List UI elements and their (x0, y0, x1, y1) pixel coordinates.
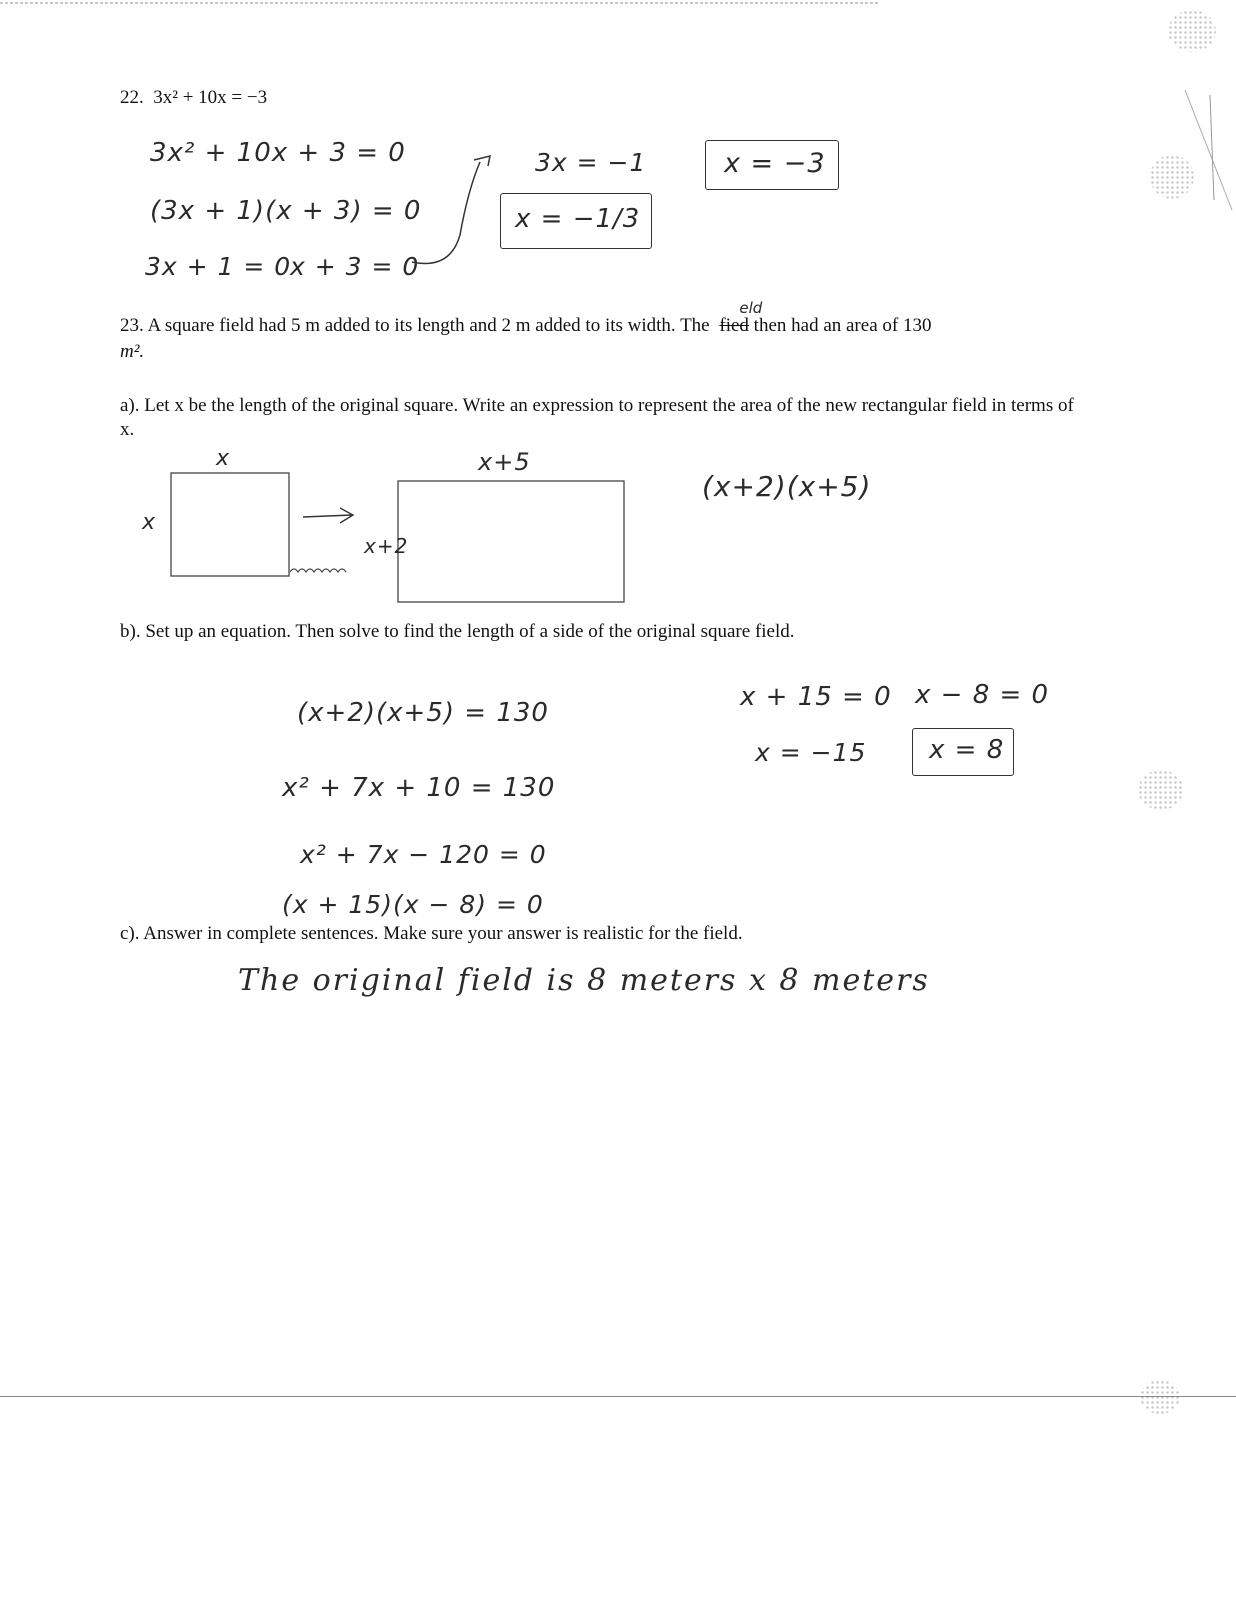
part-b-root1-solution: x = −15 (755, 738, 867, 767)
part-a-text: Let x be the length of the original square. Write an expression to represent the area of the new rectangular field in terms of x. (120, 395, 1074, 440)
transform-arrow (303, 508, 353, 523)
part-b-line4: (x + 15)(x − 8) = 0 (282, 890, 544, 919)
rect-top-label: x+5 (478, 448, 531, 476)
square-side-label: x (142, 510, 157, 535)
problem-22-equation: 3x² + 10x = −3 (153, 87, 268, 108)
part-b-text: Set up an equation. Then solve to find the length of a side of the original square field. (145, 621, 795, 642)
p22-answer-2: x = −3 (724, 148, 826, 179)
problem-23-text: A square field had 5 m added to its length and 2 m added to its width. The (147, 315, 710, 336)
rect-side-label: x+2 (364, 534, 409, 558)
page-bottom-rule (0, 1396, 1236, 1397)
part-a-label: a). (120, 395, 140, 416)
p22-work-line1: 3x² + 10x + 3 = 0 (150, 138, 406, 168)
part-c-answer: The original field is 8 meters x 8 meters (238, 963, 930, 998)
original-square (171, 473, 289, 576)
p22-work-line2: (3x + 1)(x + 3) = 0 (150, 196, 422, 226)
part-a-expression: (x+2)(x+5) (702, 470, 872, 503)
part-b-root1-equation: x + 15 = 0 (740, 682, 892, 712)
part-b-prompt (120, 620, 795, 644)
p22-work-line3b: x + 3 = 0 (290, 252, 420, 281)
problem-23-units: m². (120, 341, 145, 362)
problem-22-number: 22. (120, 87, 144, 108)
part-c-text: Answer in complete sentences. Make sure your answer is realistic for the field. (143, 923, 743, 944)
part-b-line1: (x+2)(x+5) = 130 (297, 698, 549, 728)
part-b-answer-box (912, 728, 1014, 776)
part-c-label: c). (120, 923, 140, 944)
problem-23-number: 23. (120, 315, 144, 336)
new-rectangle (398, 481, 624, 602)
part-b-line2: x² + 7x + 10 = 130 (282, 773, 556, 803)
problem-23-text-end: then had an area of 130 (748, 315, 932, 336)
square-top-label: x (216, 446, 231, 471)
part-b-root2-equation: x − 8 = 0 (915, 680, 1050, 710)
p22-answer-1: x = −1/3 (515, 204, 641, 234)
p22-work-line3a: 3x + 1 = 0 (145, 252, 292, 281)
problem-23-struck-word: fied (719, 315, 749, 336)
problem-23-correction: eld (739, 299, 763, 317)
part-b-line3: x² + 7x − 120 = 0 (300, 840, 547, 869)
part-b-label: b). (120, 621, 141, 642)
part-b-root2-solution: x = 8 (929, 735, 1005, 765)
p22-step: 3x = −1 (535, 148, 647, 177)
part-c-prompt (120, 922, 743, 946)
